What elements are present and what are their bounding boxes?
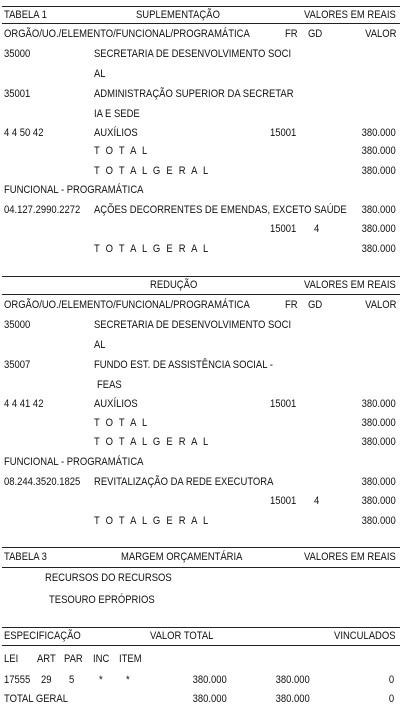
table3-row-vinculados: 0	[388, 674, 394, 686]
table2-grand-total-value: 380.000	[361, 436, 396, 448]
table3-col-valor-total: VALOR TOTAL	[150, 630, 214, 642]
table2-row2-code: 35007	[4, 359, 31, 371]
table2-total-value: 380.000	[361, 417, 396, 429]
table1-row1-desc: SECRETARIA DE DESENVOLVIMENTO SOCI	[94, 48, 292, 60]
table1-label: TABELA 1	[4, 9, 47, 21]
table2-row3-code: 4 4 41 42	[4, 398, 44, 410]
table1-funcional-grand-total-label: T O T A L G E R A L	[94, 243, 210, 255]
table3-row-valor-proprios: 380.000	[275, 674, 310, 686]
table1-total-value: 380.000	[361, 145, 396, 157]
table2-funcional-valor: 380.000	[361, 476, 396, 488]
table2-funcional-label: FUNCIONAL - PROGRAMÁTICA	[4, 456, 144, 468]
table3-sub-lei: LEI	[4, 653, 19, 665]
table3-sub-item: ITEM	[119, 653, 142, 665]
table1-row2-desc: ADMINISTRAÇÃO SUPERIOR DA SECRETAR	[94, 88, 294, 100]
table1-row3-valor: 380.000	[361, 127, 396, 139]
table1-grand-total-label: T O T A L G E R A L	[94, 165, 210, 177]
table2-funcional-code: 08.244.3520.1825	[4, 476, 81, 488]
table1-row3-fr: 15001	[270, 127, 297, 139]
table2-funcional-grand-total-label: T O T A L G E R A L	[94, 515, 210, 527]
table3-row-item: *	[126, 674, 130, 686]
table3-row-par: 5	[69, 674, 75, 686]
table3-row-inc: *	[99, 674, 103, 686]
table2-funcional-valor2: 380.000	[361, 495, 396, 507]
table2-row1-code: 35000	[4, 319, 31, 331]
table1-header-rule	[2, 23, 400, 24]
table3-currency-note: VALORES EM REAIS	[304, 551, 396, 563]
table2-currency-note: VALORES EM REAIS	[304, 279, 396, 291]
table3-sub-rule	[2, 645, 400, 646]
table1-row3-desc: AUXÍLIOS	[94, 127, 138, 139]
table2-funcional-fr: 15001	[270, 495, 297, 507]
table1-funcional-gd: 4	[314, 223, 320, 235]
table1-currency-note: VALORES EM REAIS	[304, 9, 396, 21]
table3-resources-line1: RECURSOS DO RECURSOS	[45, 572, 172, 584]
table2-top-rule	[2, 276, 400, 277]
table3-row-art: 29	[41, 674, 52, 686]
table3-row-valor-tesouro: 380.000	[192, 674, 227, 686]
table1-grand-total-value: 380.000	[361, 165, 396, 177]
table1-funcional-grand-total-value: 380.000	[361, 243, 396, 255]
table1-row1-desc-cont: AL	[94, 68, 106, 80]
table3-title: MARGEM ORÇAMENTÁRIA	[121, 551, 243, 563]
table1-row2-code: 35001	[4, 88, 31, 100]
table1-col-gd: GD	[308, 28, 323, 40]
table1-funcional-valor2: 380.000	[361, 223, 396, 235]
table1-funcional-valor: 380.000	[361, 204, 396, 216]
table2-row2-desc-cont: FEAS	[97, 379, 122, 391]
table1-funcional-code: 04.127.2990.2272	[4, 204, 81, 216]
table1-row2-desc-cont: IA E SEDE	[94, 108, 140, 120]
table2-col-valor: VALOR	[364, 299, 396, 311]
table2-row3-valor: 380.000	[361, 398, 396, 410]
table3-label: TABELA 3	[4, 551, 47, 563]
table2-row3-fr: 15001	[270, 398, 297, 410]
table2-total-label: T O T A L	[94, 417, 149, 429]
table1-funcional-desc: AÇÕES DECORRENTES DE EMENDAS, EXCETO SAÚDE	[94, 204, 347, 216]
table2-row1-desc: SECRETARIA DE DESENVOLVIMENTO SOCI	[94, 319, 292, 331]
table2-row1-desc-cont: AL	[94, 339, 106, 351]
table3-resources-line2: TESOURO EPRÓPRIOS	[49, 594, 155, 606]
table3-total-valor-tesouro: 380.000	[192, 693, 227, 705]
table1-funcional-fr: 15001	[270, 223, 297, 235]
table2-col-gd: GD	[308, 299, 323, 311]
table3-spec-rule	[2, 627, 400, 628]
table3-sub-inc: INC	[93, 653, 110, 665]
table3-total-label: TOTAL GERAL	[4, 693, 68, 705]
table1-funcional-label: FUNCIONAL - PROGRAMÁTICA	[4, 184, 144, 196]
table1-total-label: T O T A L	[94, 145, 149, 157]
table3-col-vinculados: VINCULADOS	[334, 630, 396, 642]
table2-row2-desc: FUNDO EST. DE ASSISTÊNCIA SOCIAL -	[94, 359, 273, 371]
table1-row1-code: 35000	[4, 48, 31, 60]
table2-grand-total-label: T O T A L G E R A L	[94, 436, 210, 448]
table2-header-rule	[2, 294, 400, 295]
table2-row3-desc: AUXÍLIOS	[94, 398, 138, 410]
table3-row-lei: 17555	[4, 674, 31, 686]
table1-col-valor: VALOR	[364, 28, 396, 40]
table1-col-fr: FR	[285, 28, 298, 40]
table2-funcional-gd: 4	[314, 495, 320, 507]
table2-funcional-grand-total-value: 380.000	[361, 515, 396, 527]
table1-col-org: ORGÃO/UO./ELEMENTO/FUNCIONAL/PROGRAMÁTICA	[4, 28, 250, 40]
table3-sub-art: ART	[37, 653, 56, 665]
table2-col-org: ORGÃO/UO./ELEMENTO/FUNCIONAL/PROGRAMÁTICA	[4, 299, 250, 311]
table3-header-rule	[2, 567, 400, 568]
table3-sub-par: PAR	[64, 653, 83, 665]
table3-top-rule	[2, 547, 400, 548]
table2-col-fr: FR	[285, 299, 298, 311]
table2-funcional-desc: REVITALIZAÇÃO DA REDE EXECUTORA	[94, 476, 274, 488]
table1-title: SUPLEMENTAÇÃO	[136, 9, 220, 21]
table3-col-especificacao: ESPECIFICAÇÃO	[4, 630, 81, 642]
table3-total-vinculados: 0	[388, 693, 394, 705]
table1-top-rule	[2, 6, 400, 7]
table3-total-valor-proprios: 380.000	[275, 693, 310, 705]
table1-row3-code: 4 4 50 42	[4, 127, 44, 139]
table2-title: REDUÇÃO	[150, 279, 198, 291]
